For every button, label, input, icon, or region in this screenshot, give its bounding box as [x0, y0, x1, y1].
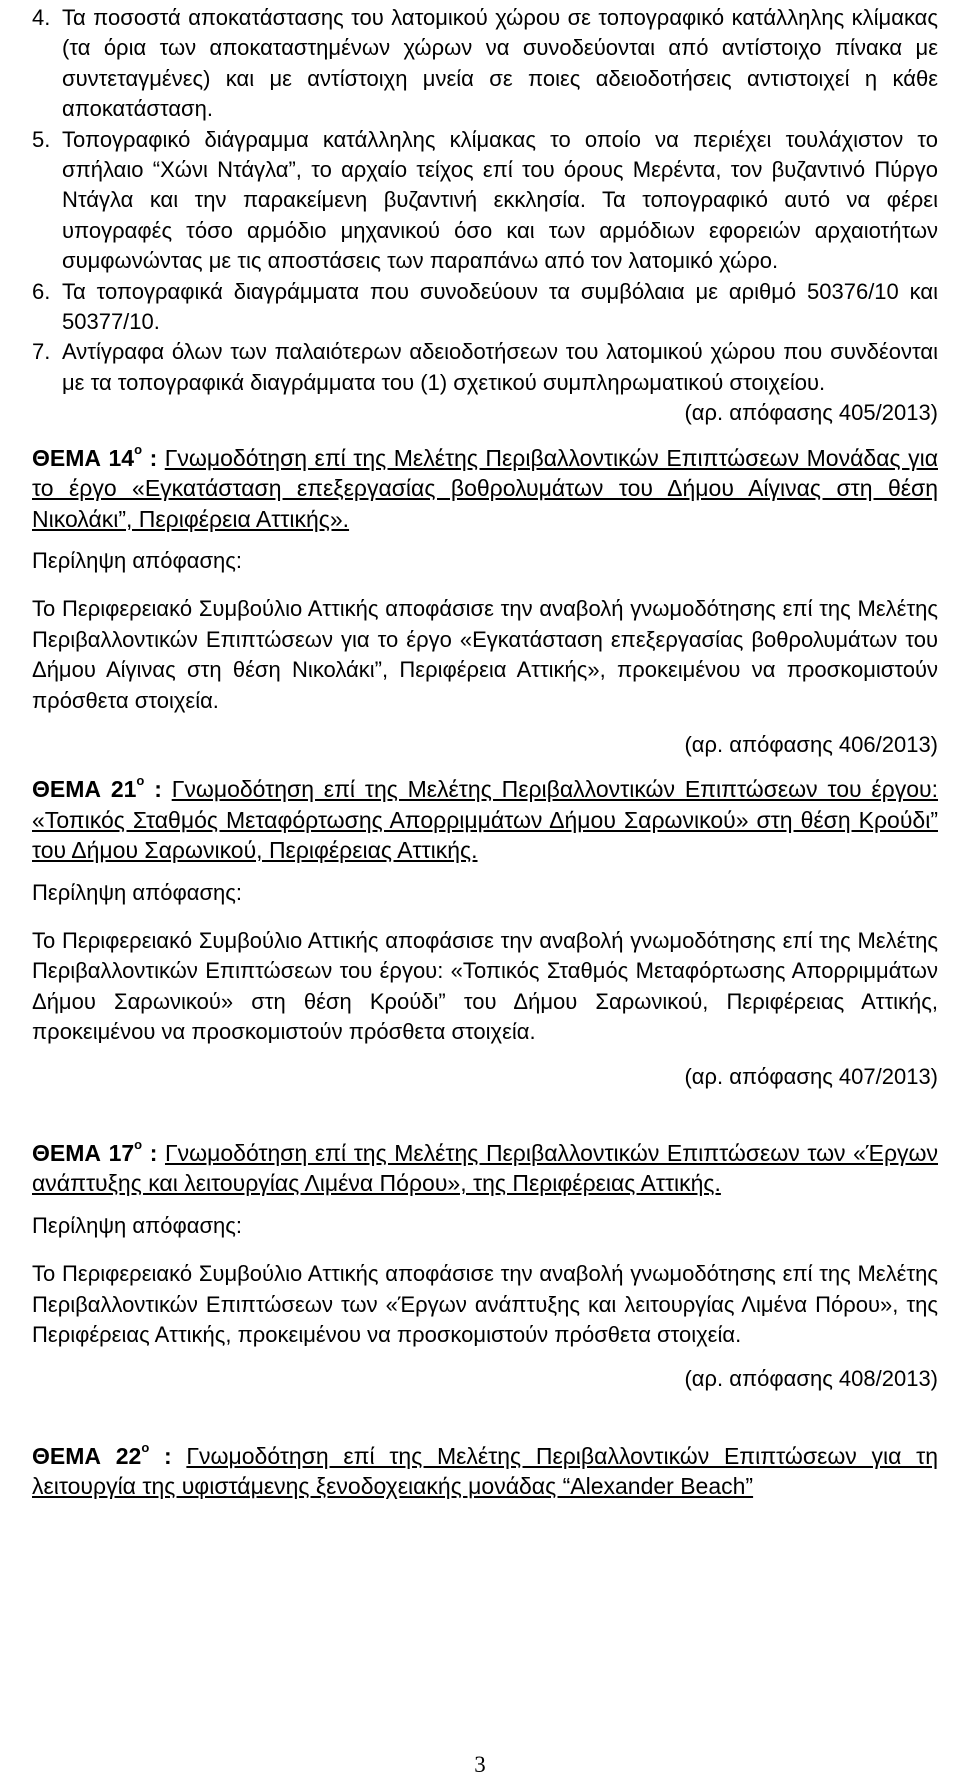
- agenda-item-label: ΘΕΜΑ $14^o$ :: [32, 441, 158, 471]
- summary-text: Το Περιφερειακό Συμβούλιο Αττικής αποφάσισε την αναβολή γνωμοδότησης επί της Μελέτης Περιβαλλοντικών Επιπτώσεων των «Έργων ανάπτυξης και λειτουργίας Λιμένα Πόρου», της Περιφέρειας Αττικής, προκειμένου να προσκομιστούν πρόσθετα στοιχεία.: [32, 1261, 938, 1348]
- decision-reference: (αρ. απόφασης 408/2013): [684, 1366, 938, 1392]
- agenda-item-heading: [32, 1441, 938, 1502]
- agenda-item-title: Γνωμοδότηση επί της Μελέτης Περιβαλλοντικών Επιπτώσεων των «Έργων ανάπτυξης και λειτουργίας Λιμένα Πόρου», της Περιφέρειας Αττικής.: [32, 1140, 939, 1197]
- document-body: [32, 3, 938, 1502]
- summary-label: Περίληψη απόφασης:: [32, 1212, 243, 1238]
- agenda-item-title: Γνωμοδότηση επί της Μελέτης Περιβαλλοντικών Επιπτώσεων Μονάδας για το έργο «Εγκατάσταση επεξεργασίας βοθρολυμάτων του Δήμου Αίγινας στη θέση Νικολάκι”, Περιφέρεια Αττικής».: [32, 444, 938, 532]
- list-item-text: Τοπογραφικό διάγραμμα κατάλληλης κλίμακας το οποίο να περιέχει τουλάχιστον το σπήλαιο “Χώνι Ντάγλα”, το αρχαίο τείχος επί του όρους Μερέντα, τον βυζαντινό Πύργο Ντάγλα και την παρακείμενη βυζαντινή εκκλησία. Τα τοπογραφικό αυτό να φέρει υπογραφές τόσο αρμόδιο μηχανικού όσο και των αρμόδιων εφορειών αρχαιοτήτων συμφωνώντας με τις αποστάσεις των παραπάνω από τον λατομικό χώρο.: [62, 126, 938, 274]
- list-item: [32, 277, 938, 338]
- agenda-item-title: Γνωμοδότηση επί της Μελέτης Περιβαλλοντικών Επιπτώσεων για τη λειτουργία της υφιστάμενης ξενοδοχειακής μονάδας “Alexander Beach”: [32, 1442, 938, 1500]
- agenda-item-heading: [32, 443, 938, 534]
- agenda-item-label: ΘΕΜΑ $22^o$ :: [32, 1439, 172, 1469]
- list-item-text: Τα ποσοστά αποκατάστασης του λατομικού χώρου σε τοπογραφικό κατάλληλης κλίμακας (τα όρια των αποκαταστημένων χώρων να συνοδεύονται από αντίστοιχο πίνακα με συντεταγμένες) και με αντίστοιχη μνεία σε ποιες αδειοδοτήσεις αντιστοιχεί η κάθε αποκατάσταση.: [62, 5, 938, 122]
- list-item: [32, 125, 938, 277]
- list-item-text: Αντίγραφα όλων των παλαιότερων αδειοδοτήσεων του λατομικού χώρου που συνδέονται με τα τοπογραφικά διαγράμματα του (1) σχετικού συμπληρωματικού στοιχείου.: [62, 339, 938, 395]
- summary-text: Το Περιφερειακό Συμβούλιο Αττικής αποφάσισε την αναβολή γνωμοδότησης επί της Μελέτης Περιβαλλοντικών Επιπτώσεων του έργου: «Τοπικός Σταθμός Μεταφόρτωσης Απορριμμάτων Δήμου Σαρωνικού» στη θέση Κρούδι” του Δήμου Σαρωνικού, Περιφέρειας Αττικής, προκειμένου να προσκομιστούν πρόσθετα στοιχεία.: [32, 927, 938, 1045]
- list-item: [32, 3, 938, 125]
- summary-label: Περίληψη απόφασης:: [32, 547, 243, 573]
- list-item-number: 7.: [32, 339, 51, 365]
- agenda-item-heading: [32, 1138, 938, 1199]
- decision-reference: (αρ. απόφασης 407/2013): [684, 1063, 938, 1089]
- list-item-text: Τα τοπογραφικά διαγράμματα που συνοδεύουν τα συμβόλαια με αριθμό 50376/10 και 50377/10.: [62, 278, 938, 335]
- page-number: 3: [474, 1752, 486, 1777]
- list-item-number: 6.: [32, 278, 51, 304]
- summary-text: Το Περιφερειακό Συμβούλιο Αττικής αποφάσισε την αναβολή γνωμοδότησης επί της Μελέτης Περιβαλλοντικών Επιπτώσεων για το έργο «Εγκατάσταση επεξεργασίας βοθρολυμάτων του Δήμου Αίγινας στη θέση Νικολάκι”, Περιφέρεια Αττικής», προκειμένου να προσκομιστούν πρόσθετα στοιχεία.: [32, 596, 938, 713]
- agenda-item-label: ΘΕΜΑ $21^o$ :: [32, 773, 162, 803]
- list-item: [32, 337, 938, 398]
- decision-reference: (αρ. απόφασης 406/2013): [684, 731, 938, 757]
- agenda-item-label: ΘΕΜΑ $17^o$ :: [32, 1137, 158, 1166]
- list-item-number: 4.: [32, 5, 51, 30]
- decision-reference: (αρ. απόφασης 405/2013): [684, 400, 938, 426]
- agenda-item-heading: [32, 774, 938, 865]
- agenda-item-title: Γνωμοδότηση επί της Μελέτης Περιβαλλοντικών Επιπτώσεων του έργου: «Τοπικός Σταθμός Μεταφόρτωσης Απορριμμάτων Δήμου Σαρωνικού» στη θέση Κρούδι” του Δήμου Σαρωνικού, Περιφέρειας Αττικής.: [32, 776, 938, 864]
- summary-label: Περίληψη απόφασης:: [32, 879, 243, 905]
- list-item-number: 5.: [32, 126, 51, 152]
